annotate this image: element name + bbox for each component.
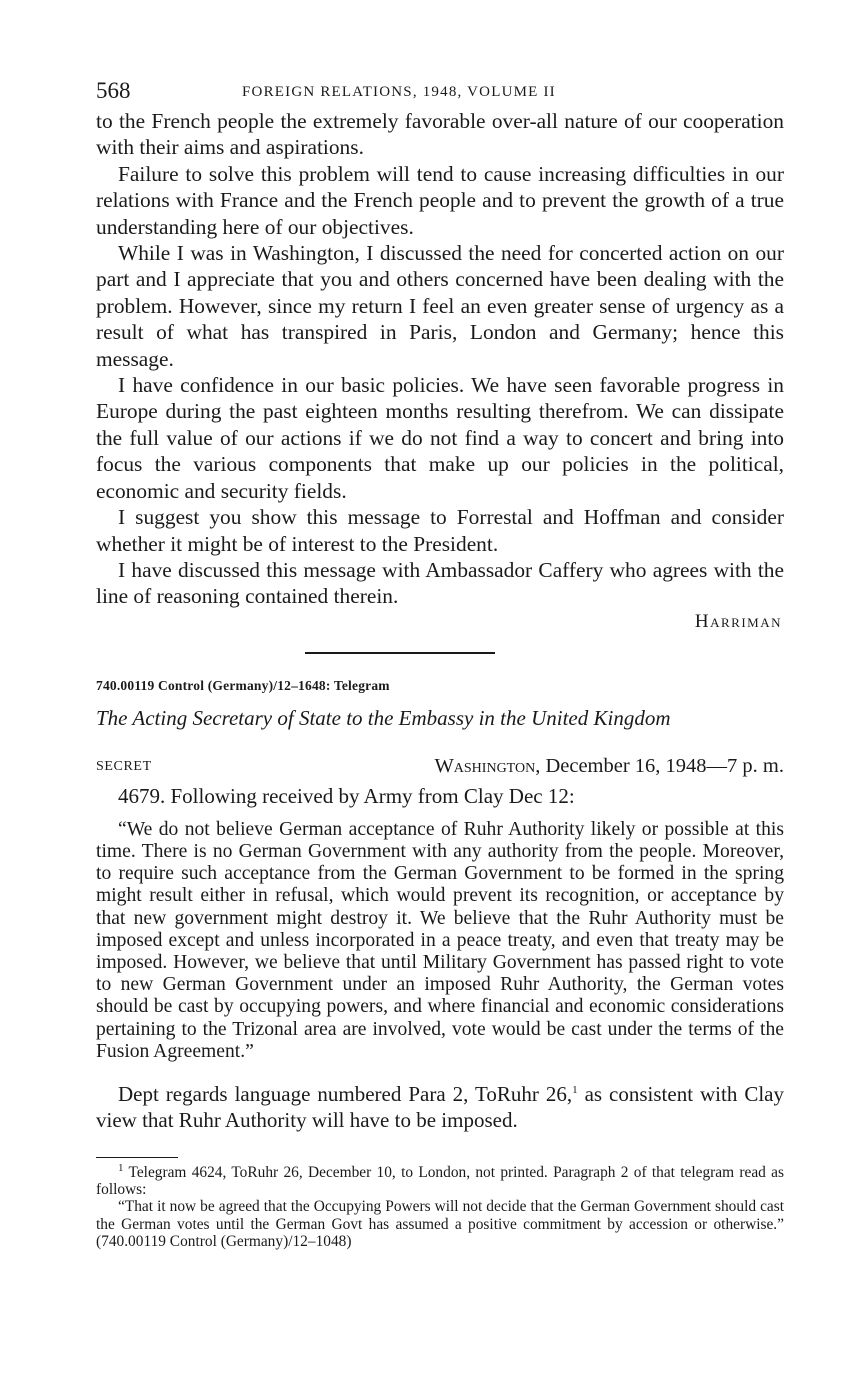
running-head xyxy=(96,78,784,108)
document-title: The Acting Secretary of State to the Embassy in the United Kingdom xyxy=(96,705,671,730)
footnote-quote: “That it now be agreed that the Occupying Powers will not decide that the German Government should cast the German votes until the German Govt has assumed a positive commitment by accession or otherwise.” (740.00119 Control (Germany)/12–1048) xyxy=(96,1198,784,1250)
running-title: FOREIGN RELATIONS, 1948, VOLUME II xyxy=(242,84,556,100)
page-number: 568 xyxy=(96,78,131,103)
classification-label: SECRET xyxy=(96,758,152,774)
footnote-text: Telegram 4624, ToRuhr 26, December 10, to London, not printed. Paragraph 2 of that telegram read as follows: xyxy=(96,1163,784,1199)
footnote-marker: 1 xyxy=(118,1161,124,1174)
document-page xyxy=(96,78,784,1250)
date: , December 16, 1948—7 p. m. xyxy=(535,754,784,777)
paragraph: While I was in Washington, I discussed the need for concerted action on our part and I appreciate that you and others concerned have been dealing with the problem. However, since my return I feel an even greater sense of urgency as a result of what has transpired in Paris, London and Germany; hence this message. xyxy=(96,241,784,371)
signature: Harriman xyxy=(694,610,782,632)
place-date xyxy=(434,755,784,778)
footnote xyxy=(96,1161,784,1199)
dept-para-start: Dept regards language numbered Para 2, ToRuhr 26, xyxy=(118,1081,573,1106)
dept-para-end: as consistent with Clay view that Ruhr Authority will have to be imposed. xyxy=(96,1081,784,1132)
paragraph: Failure to solve this problem will tend to cause increasing difficulties in our relations with France and the French people and to prevent the growth of a true understanding here of our objectives. xyxy=(96,161,784,239)
document-separator xyxy=(305,652,495,654)
paragraph: I have discussed this message with Ambassador Caffery who agrees with the line of reasoning contained therein. xyxy=(96,557,784,609)
paragraph: to the French people the extremely favorable over-all nature of our cooperation with their aims and aspirations. xyxy=(96,109,784,160)
dateline xyxy=(96,755,784,781)
department-paragraph xyxy=(96,1081,784,1133)
quoted-message: “We do not believe German acceptance of Ruhr Authority likely or possible at this time. There is no German Government with any authority from the people. Moreover, to require such acceptance from the German Government to be formed in the spring might result either in refusal, which would prevent its recognition, or acceptance by that new government might destroy it. We believe that the Ruhr Authority must be imposed except and unless incorporated in a peace treaty, and even that treaty may be imposed. However, we believe that until Military Government has passed right to vote to new German Government under an imposed Ruhr Authority, the German votes should be cast by occupying powers, and where financial and economic considerations pertaining to the Trizonal area are involved, vote would be cast under the terms of the Fusion Agreement.” xyxy=(96,818,784,1062)
footnote-reference[interactable]: 1 xyxy=(572,1083,578,1096)
paragraph: I have confidence in our basic policies. We have seen favorable progress in Europe during the past eighteen months resulting therefrom. We can dissipate the full value of our actions if we do not find a way to concert and bring into focus the various components that make up our policies in the political, economic and security fields. xyxy=(96,373,784,503)
telegram-intro: 4679. Following received by Army from Clay Dec 12: xyxy=(118,783,575,808)
place: Washington xyxy=(434,754,536,777)
previous-document-text xyxy=(96,108,784,610)
file-reference: 740.00119 Control (Germany)/12–1648: Telegram xyxy=(96,677,390,693)
paragraph: I suggest you show this message to Forrestal and Hoffman and consider whether it might be of interest to the President. xyxy=(96,505,784,556)
footnote-rule xyxy=(96,1157,178,1158)
footnotes xyxy=(96,1161,784,1250)
